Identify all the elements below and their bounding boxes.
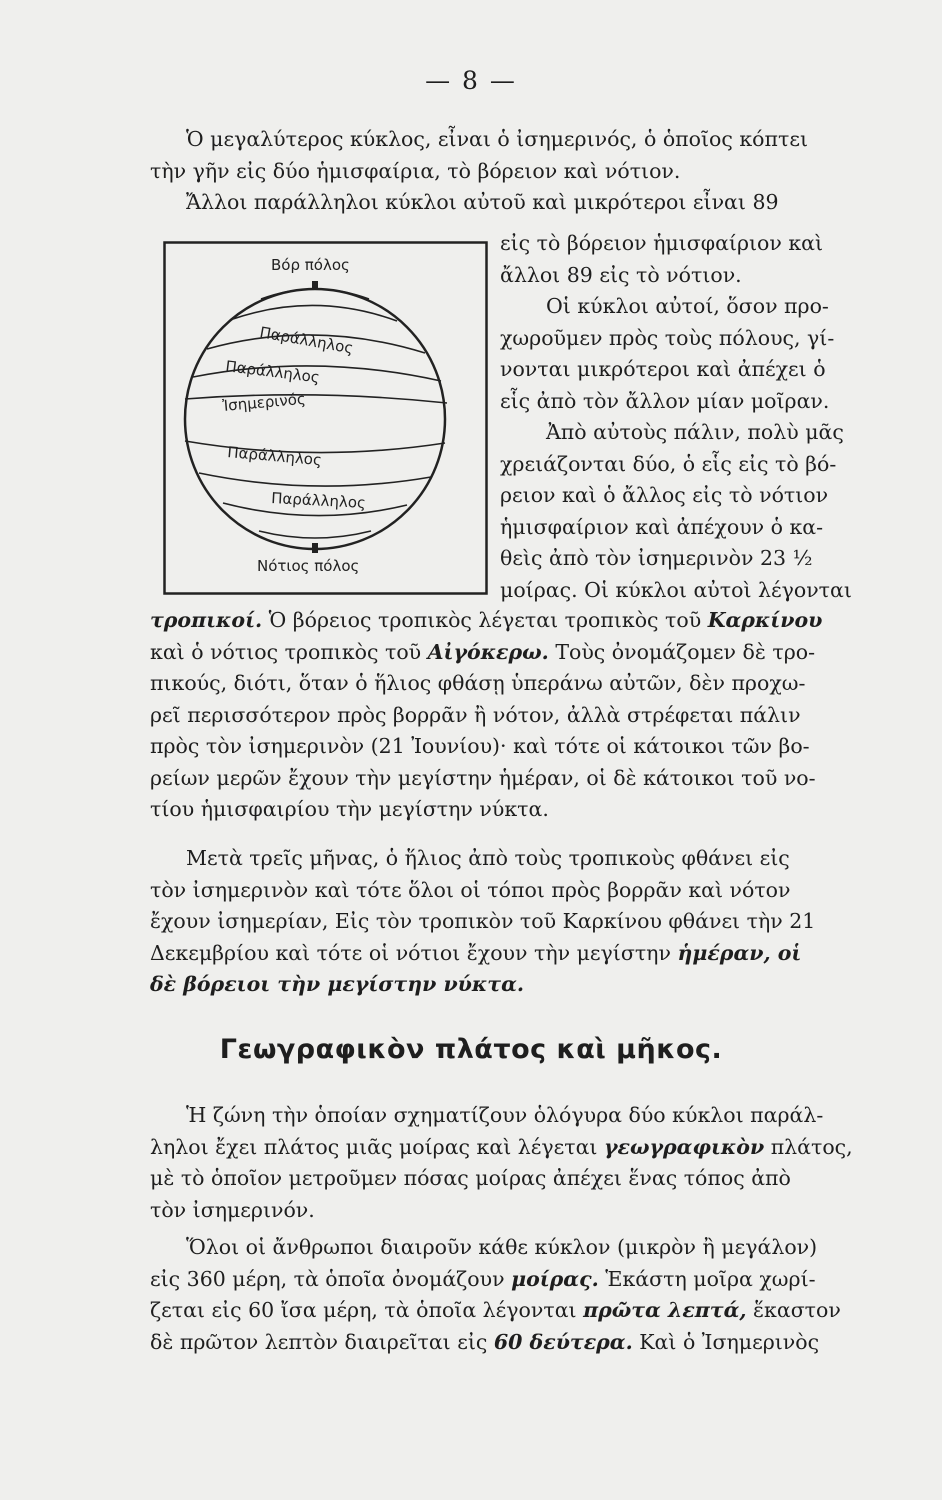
rc-line-3: Οἱ κύκλοι αὐτοί, ὅσον προ-	[546, 294, 829, 318]
intro-line-3: Ἄλλοι παράλληλοι κύκλοι αὐτοῦ καὶ μικρότεροι εἶναι 89	[186, 190, 779, 214]
parallel-line-8	[259, 531, 371, 538]
rc-line-8: χρειάζονται δύο, ὁ εἷς εἰς τὸ βό-	[500, 451, 837, 476]
tropics-text-2: καὶ ὁ νότιος τροπικὸς τοῦ	[150, 639, 428, 664]
parallel-label-1: Παράλληλος	[258, 323, 355, 358]
rc-line-2: ἄλλοι 89 εἰς τὸ νότιον.	[500, 262, 742, 287]
term-tropics: τροπικοί.	[150, 608, 263, 632]
term-seconds: 60 δεύτερα.	[493, 1329, 633, 1354]
equator-label: Ἰσημερινός	[221, 389, 307, 415]
intro-line-2: τὴν γῆν εἰς δύο ἡμισφαίρια, τὸ βόρειον καὶ νότιον.	[150, 158, 681, 183]
north-pole-marker	[312, 281, 318, 289]
tropics-line-4: ρεῖ περισσότερον πρὸς βορρᾶν ἢ νότον, ἀλλὰ στρέφεται πάλιν	[150, 702, 801, 727]
months-line-1: Μετὰ τρεῖς μῆνας, ὁ ἥλιος ἀπὸ τοὺς τροπικοὺς φθάνει εἰς	[186, 846, 790, 870]
term-first-minutes: πρῶτα λεπτά,	[583, 1298, 747, 1322]
rc-line-1: εἰς τὸ βόρειον ἡμισφαίριον καὶ	[500, 231, 824, 255]
intro-paragraph	[150, 124, 860, 219]
parallel-line-6	[199, 473, 431, 486]
degrees-paragraph	[150, 1232, 860, 1358]
months-line-2: τὸν ἰσημερινὸν καὶ τότε ὅλοι οἱ τόποι πρὸς βορρᾶν καὶ νότον	[150, 877, 791, 902]
north-pole-label: Βόρ πόλος	[271, 256, 350, 274]
degrees-text-2: εἰς 360 μέρη, τὰ ὁποῖα ὀνομάζουν	[150, 1266, 512, 1291]
section-heading: Γεωγραφικὸν πλάτος καὶ μῆκος.	[219, 1034, 723, 1065]
rc-line-5: νονται μικρότεροι καὶ ἀπέχει ὁ	[500, 357, 826, 381]
rc-line-9: ρειον καὶ ὁ ἄλλος εἰς τὸ νότιον	[500, 483, 829, 507]
months-line-5: δὲ βόρειοι τὴν μεγίστην νύκτα.	[150, 972, 524, 996]
parallel-label-4: Παράλληλος	[270, 489, 367, 512]
zone-line-1: Ἡ ζώνη τὴν ὁποίαν σχηματίζουν ὁλόγυρα δύο κύκλοι παράλ-	[186, 1103, 824, 1127]
south-pole-marker	[312, 543, 318, 553]
term-day: ἡμέραν, οἱ	[677, 940, 802, 965]
months-line-4	[150, 938, 860, 970]
term-cancer: Καρκίνου	[707, 608, 823, 632]
tropics-line-7: τίου ἡμισφαιρίου τὴν μεγίστην νύκτα.	[150, 797, 549, 821]
zone-text-2c: πλάτος,	[764, 1134, 853, 1159]
rc-line-12: μοίρας. Οἱ κύκλοι αὐτοὶ λέγονται	[500, 577, 852, 602]
figure-frame	[165, 243, 487, 594]
term-geographic: γεωγραφικὸν	[603, 1134, 765, 1159]
zone-line-3: μὲ τὸ ὁποῖον μετροῦμεν πόσας μοίρας ἀπέχει ἕνας τόπος ἀπὸ	[150, 1166, 791, 1190]
globe-diagram	[163, 241, 488, 595]
tropics-text-3: Τοὺς ὀνομάζομεν δὲ τρο-	[548, 639, 816, 664]
rc-line-7: Ἀπὸ αὐτοὺς πάλιν, πολὺ μᾶς	[546, 420, 844, 444]
parallel-line-2	[233, 305, 397, 321]
globe-outline	[185, 289, 445, 549]
months-paragraph	[150, 843, 860, 1001]
months-text-4: Δεκεμβρίου καὶ τότε οἱ νότιοι ἔχουν τὴν μεγίστην	[150, 940, 678, 965]
zone-line-4: τὸν ἰσημερινόν.	[150, 1197, 315, 1222]
tropics-paragraph	[150, 605, 860, 826]
globe-figure	[163, 241, 488, 595]
zone-text-2: ληλοι ἔχει πλάτος μιᾶς μοίρας καὶ λέγεται	[150, 1134, 604, 1159]
tropics-line-1	[150, 605, 860, 637]
parallel-label-2: Παράλληλος	[224, 357, 321, 387]
zone-line-2	[150, 1132, 860, 1164]
degrees-text-3: ζεται εἰς 60 ἴσα μέρη, τὰ ὁποῖα λέγονται	[150, 1298, 584, 1322]
degrees-text-3c: ἕκαστον	[746, 1298, 841, 1322]
degrees-text-4c: Καὶ ὁ Ἰσημερινὸς	[632, 1329, 820, 1354]
degrees-line-1: Ὅλοι οἱ ἄνθρωποι διαιροῦν κάθε κύκλον (μικρὸν ἢ μεγάλον)	[186, 1235, 818, 1259]
tropics-text-1: Ὁ βόρειος τροπικὸς λέγεται τροπικὸς τοῦ	[262, 608, 708, 632]
tropics-line-2	[150, 637, 860, 669]
term-capricorn: Αἰγόκερω.	[427, 639, 549, 664]
rc-line-6: εἷς ἀπὸ τὸν ἄλλον μίαν μοῖραν.	[500, 388, 830, 413]
term-degrees: μοίρας.	[511, 1266, 599, 1291]
rc-line-10: ἡμισφαίριον καὶ ἀπέχουν ὁ κα-	[500, 514, 824, 539]
tropics-line-6: ρείων μερῶν ἔχουν τὴν μεγίστην ἡμέραν, οἱ δὲ κάτοικοι τοῦ νο-	[150, 765, 816, 790]
tropics-line-5: πρὸς τὸν ἰσημερινὸν (21 Ἰουνίου)· καὶ τότε οἱ κάτοικοι τῶν βο-	[150, 734, 810, 758]
degrees-text-2c: Ἑκάστη μοῖρα χωρί-	[598, 1266, 816, 1291]
degrees-line-2	[150, 1264, 860, 1296]
months-line-3: ἔχουν ἰσημερίαν, Εἰς τὸν τροπικὸν τοῦ Καρκίνου φθάνει τὴν 21	[150, 909, 816, 933]
parallel-label-3: Παράλληλος	[226, 443, 323, 470]
page-number: — 8 —	[425, 66, 517, 95]
degrees-text-4: δὲ πρῶτον λεπτὸν διαιρεῖται εἰς	[150, 1329, 494, 1354]
intro-line-1: Ὁ μεγαλύτερος κύκλος, εἶναι ὁ ἰσημερινός, ὁ ὁποῖος κόπτει	[186, 127, 808, 151]
south-pole-label: Νότιος πόλος	[257, 557, 360, 575]
zone-paragraph	[150, 1100, 860, 1226]
rc-line-11: θεὶς ἀπὸ τὸν ἰσημερινὸν 23 ½	[500, 546, 813, 570]
tropics-line-3: πικούς, διότι, ὅταν ὁ ἥλιος φθάσῃ ὑπεράνω αὐτῶν, δὲν προχω-	[150, 671, 806, 695]
degrees-line-3	[150, 1295, 860, 1327]
parallel-line-1	[261, 289, 369, 299]
degrees-line-4	[150, 1327, 860, 1359]
rc-line-4: χωροῦμεν πρὸς τοὺς πόλους, γί-	[500, 325, 835, 350]
